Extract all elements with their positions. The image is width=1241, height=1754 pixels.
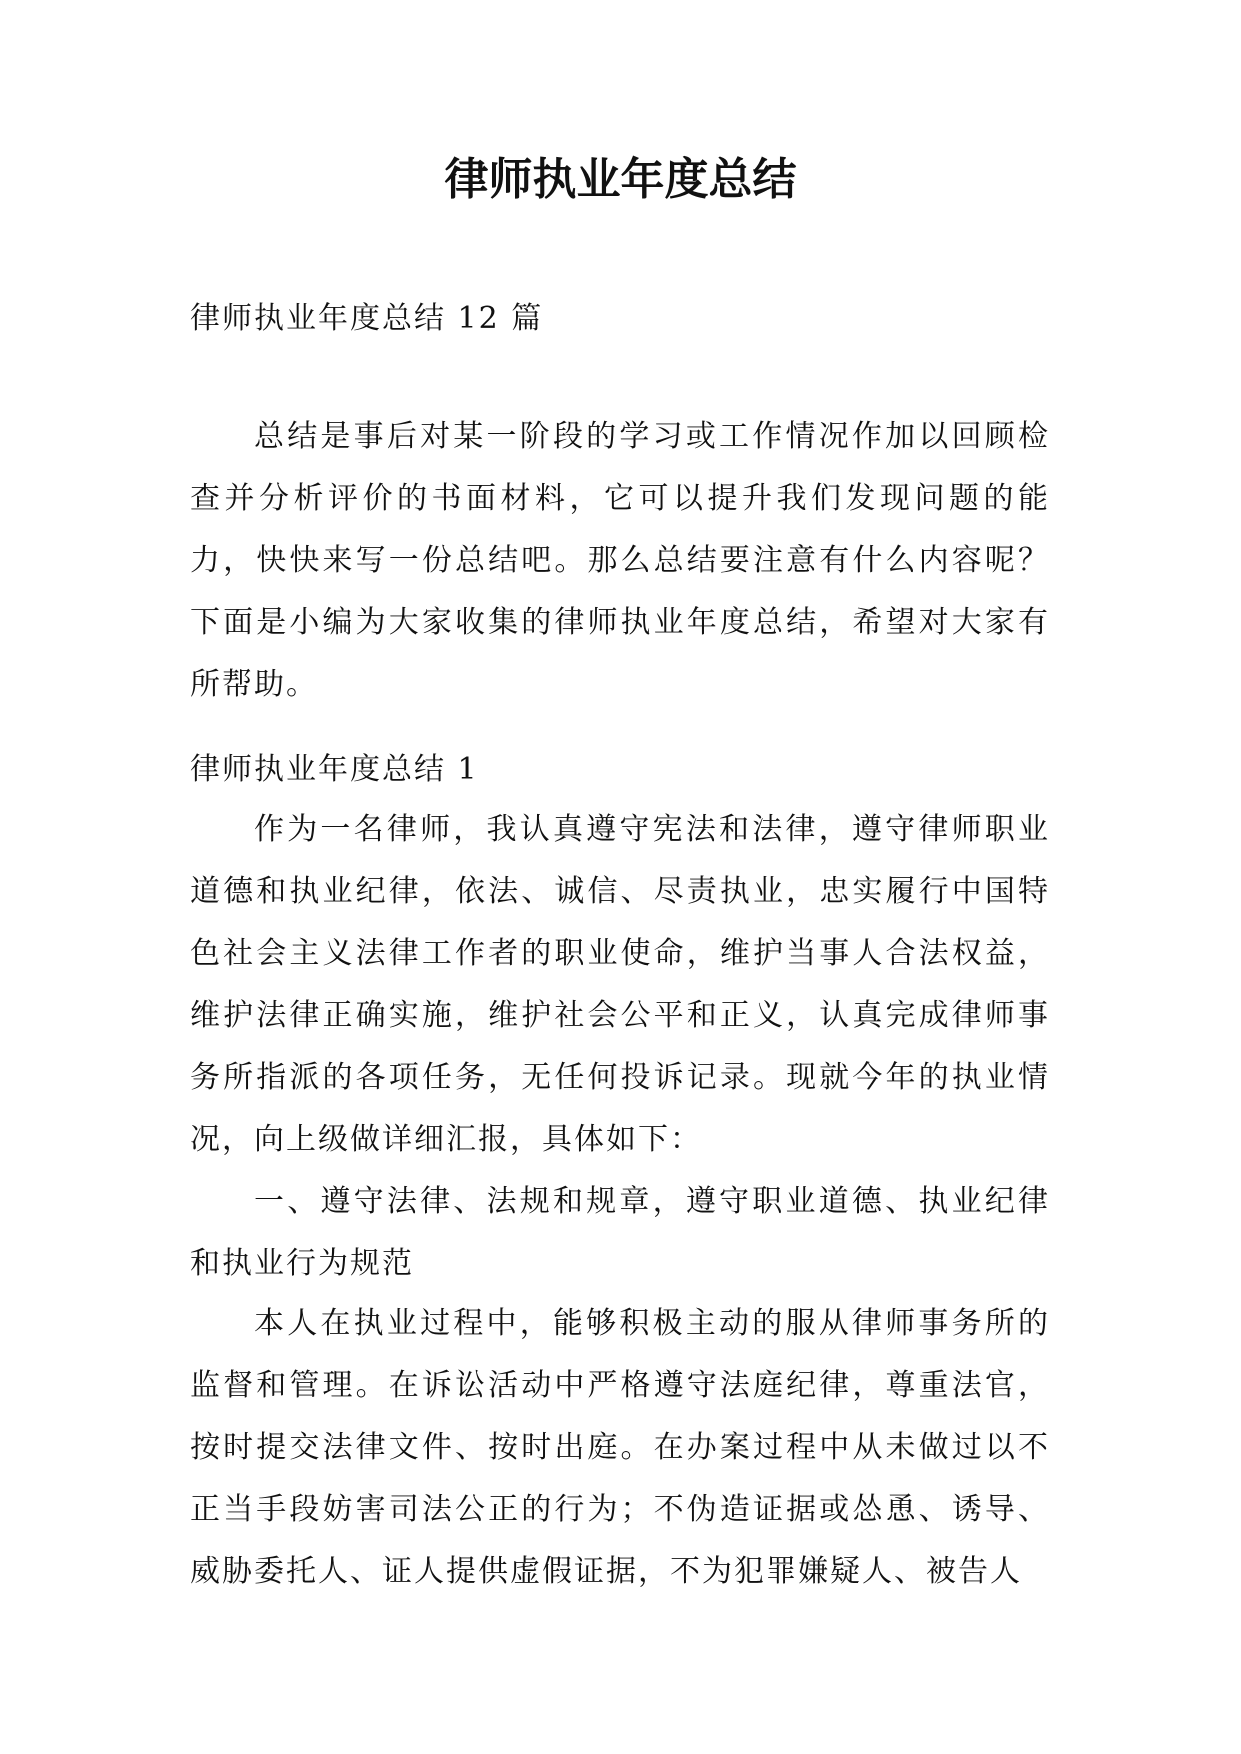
document-subtitle: 律师执业年度总结 12 篇: [190, 301, 544, 336]
body-paragraph: 作为一名律师，我认真遵守宪法和法律，遵守律师职业道德和执业纪律，依法、诚信、尽责执业，忠实履行中国特色社会主义法律工作者的职业使命，维护当事人合法权益，维护法律正确实施，维护社会公平和正义，认真完成律师事务所指派的各项任务，无任何投诉记录。现就今年的执业情况，向上级做详细汇报，具体如下：: [190, 812, 1050, 1157]
section-heading: 律师执业年度总结 1: [190, 752, 479, 787]
subheading-paragraph: 一、遵守法律、法规和规章，遵守职业道德、执业纪律和执业行为规范: [190, 1184, 1050, 1281]
body-paragraph: 本人在执业过程中，能够积极主动的服从律师事务所的监督和管理。在诉讼活动中严格遵守法庭纪律，尊重法官，按时提交法律文件、按时出庭。在办案过程中从未做过以不正当手段妨害司法公正的行为；不伪造证据或怂恿、诱导、威胁委托人、证人提供虚假证据，不为犯罪嫌疑人、被告人: [190, 1306, 1050, 1589]
document-title: 律师执业年度总结: [444, 154, 797, 205]
intro-paragraph: 总结是事后对某一阶段的学习或工作情况作加以回顾检查并分析评价的书面材料，它可以提升我们发现问题的能力，快快来写一份总结吧。那么总结要注意有什么内容呢？下面是小编为大家收集的律师执业年度总结，希望对大家有所帮助。: [190, 419, 1050, 702]
